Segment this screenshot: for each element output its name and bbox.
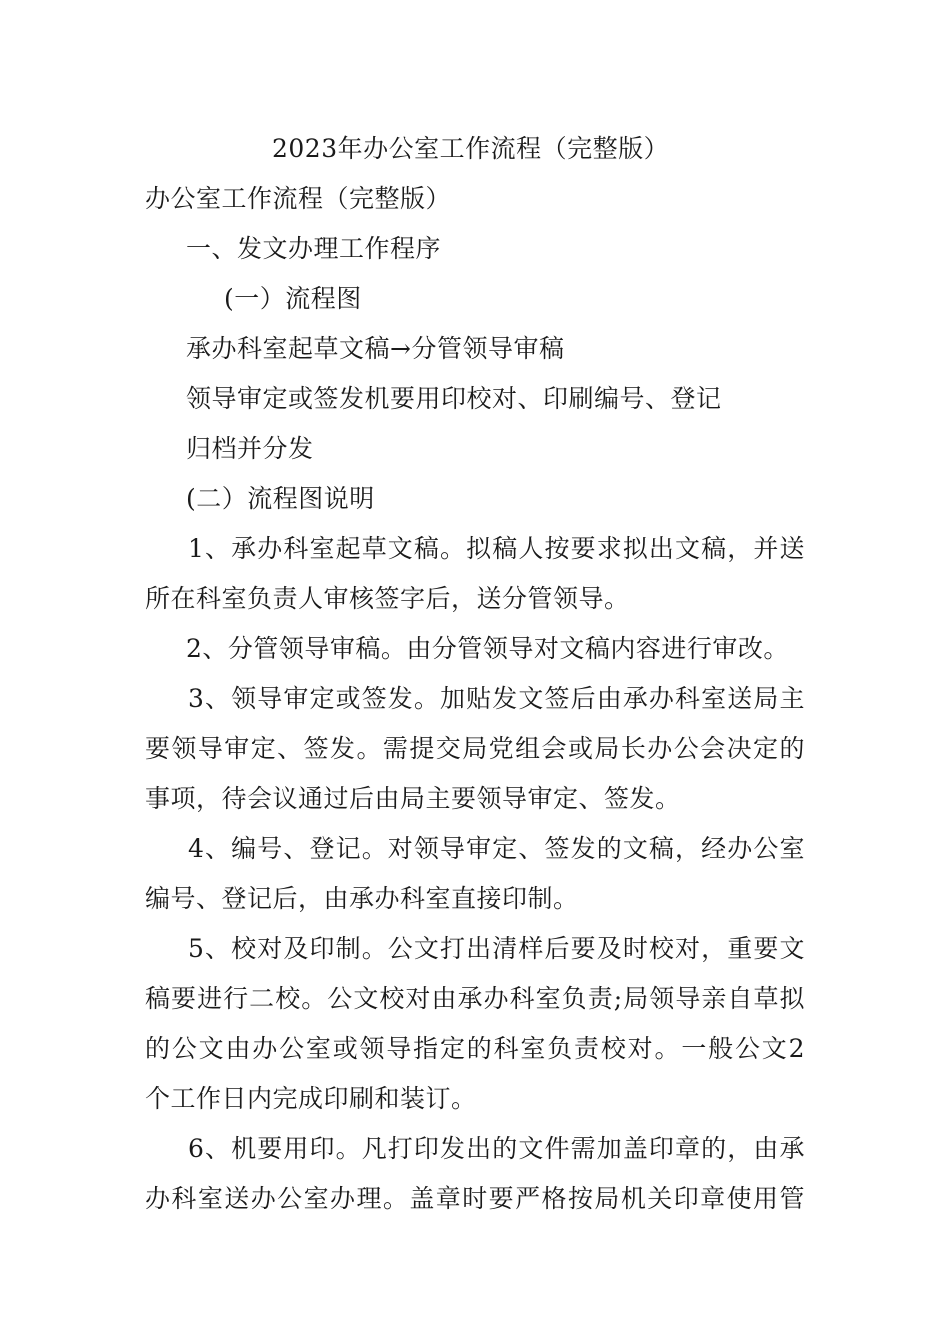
paragraph-line: 个工作日内完成印刷和装订。 [145, 1084, 477, 1113]
paragraph-line: 2、分管领导审稿。由分管领导对文稿内容进行审改。 [186, 634, 789, 663]
paragraph-line: 的公文由办公室或领导指定的科室负责校对。一般公文2 [145, 1034, 805, 1063]
paragraph-line: 事项，待会议通过后由局主要领导审定、签发。 [145, 784, 681, 813]
paragraph-line: 1、承办科室起草文稿。拟稿人按要求拟出文稿，并送 [188, 534, 805, 563]
paragraph-line: 所在科室负责人审核签字后，送分管领导。 [145, 584, 630, 613]
section-heading-1: 一、发文办理工作程序 [186, 234, 442, 263]
paragraph-line: 6、机要用印。凡打印发出的文件需加盖印章的，由承 [188, 1134, 805, 1163]
flow-line: 归档并分发 [186, 434, 314, 463]
flow-line: 领导审定或签发机要用印校对、印刷编号、登记 [186, 384, 722, 413]
subsection-heading-flowchart: (一）流程图 [224, 284, 362, 313]
paragraph-line: 4、编号、登记。对领导审定、签发的文稿，经办公室 [188, 834, 805, 863]
paragraph-line: 编号、登记后，由承办科室直接印制。 [145, 884, 579, 913]
paragraph-line: 办科室送办公室办理。盖章时要严格按局机关印章使用管 [145, 1184, 805, 1213]
paragraph-line: 要领导审定、签发。需提交局党组会或局长办公会决定的 [145, 734, 805, 763]
flow-line: 承办科室起草文稿→分管领导审稿 [186, 334, 565, 363]
paragraph-line: 3、领导审定或签发。加贴发文签后由承办科室送局主 [188, 684, 805, 713]
paragraph-line: 5、校对及印制。公文打出清样后要及时校对，重要文 [188, 934, 805, 963]
document-subtitle: 办公室工作流程（完整版） [145, 184, 452, 213]
subsection-heading-explanation: (二）流程图说明 [186, 484, 375, 513]
document-title: 2023年办公室工作流程（完整版） [272, 134, 670, 163]
paragraph-line: 稿要进行二校。公文校对由承办科室负责;局领导亲自草拟 [145, 984, 805, 1013]
